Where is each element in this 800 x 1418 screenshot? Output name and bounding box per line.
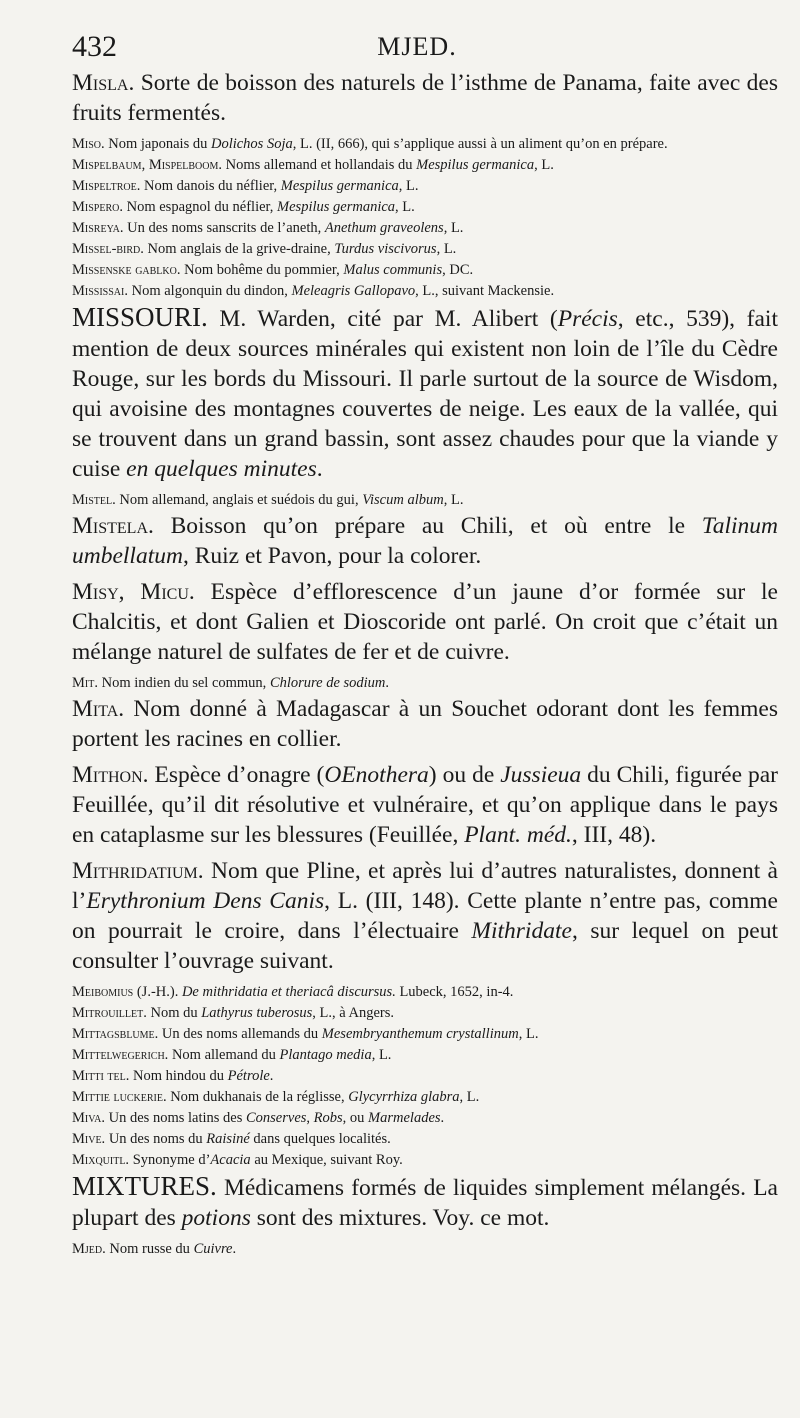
entry-text: , L. [443,220,464,236]
entry-headword: Miso. [72,136,105,152]
entry-text: , L., suivant Mackensie. [415,283,555,299]
entry-text: Nom russe du [105,1241,194,1257]
entry-term: Robs [313,1110,343,1126]
entry-text: , ou [342,1110,369,1126]
entry-text: , III, 48). [571,822,657,848]
entry-text: . [440,1110,445,1126]
entry-headword: Mithridatium. [72,858,204,884]
entry-text: , L. (III, 148). Cette plante n’entre pas, comme on pourrait le croire, dans l’électuaire [72,888,778,944]
entry-headword: Mistel. [72,492,116,508]
entry-missouri [72,302,778,484]
entry-headword: Misy, Micu. [72,579,195,605]
entry-term: Raisiné [206,1131,250,1147]
entry-text: Nom bohême du pommier, [180,262,344,278]
entry-term: Anethum graveolens [324,220,444,236]
entry-headword: Mittagsblume. [72,1026,159,1042]
entry-text: Espèce d’onagre ( [148,762,325,788]
running-head: MJED. [377,32,457,61]
page-number: 432 [72,30,117,63]
entry-text: . [316,456,323,482]
entry-mixtures [72,1171,778,1233]
entry-text: , L. [518,1026,539,1042]
entry-text: , L. [534,157,554,173]
entry-text: . [385,675,390,691]
entry-mississai [72,281,778,302]
entry-missenske [72,260,778,281]
entry-text: dans quelques localités. [249,1131,391,1147]
entry-text: Espèce d’efflorescence d’un jaune d’or formée sur le Chalcitis, et dont Galien et Dioscoride ont parlé. On croit que c’était un mélange naturel de sulfates de fer et de cuivre. [72,579,778,665]
entry-mispelbaum [72,155,778,176]
page-header [72,30,762,64]
entry-term: Viscum album [362,492,444,508]
entry-mithon [72,760,778,850]
entry-text: , L. [395,199,415,215]
entry-term: Pétrole [227,1068,270,1084]
entry-headword: Mittie luckerie. [72,1089,167,1105]
entry-text: . [232,1241,237,1257]
entry-term: Plantago media [279,1047,372,1063]
entry-text: Médicamens formés de liquides simplement mélangés. La plupart des [72,1175,778,1231]
entry-term: Chlorure de sodium [269,675,386,691]
entry-mispeltroe [72,176,778,197]
entry-mistela [72,511,778,571]
entry-mittelwegerich [72,1045,778,1066]
entries-column [72,68,778,1260]
entry-mitrouillet [72,1003,778,1024]
entry-text: , L. (II, 666), qui s’applique aussi à un aliment qu’on en prépare. [292,136,668,152]
entry-text: Nom algonquin du dindon, [127,283,292,299]
entry-text: . [269,1068,274,1084]
entry-text: Nom donné à Madagascar à un Souchet odorant dont les femmes portent les racines en collier. [72,696,778,752]
entry-text: Nom hindou du [129,1068,228,1084]
entry-headword: Mit. [72,675,98,691]
entry-text: M. Warden, cité par M. Alibert ( [207,306,558,332]
entry-mispero [72,197,778,218]
entry-headword: Mjed. [72,1241,106,1257]
entry-text: Sorte de boisson des naturels de l’isthme de Panama, faite avec des fruits fermentés. [72,70,778,126]
entry-term: en quelques minutes [126,456,317,482]
entry-term: Conserves [245,1110,307,1126]
entry-text: , L., à Angers. [312,1005,395,1021]
entry-text: du Chili, figurée par Feuillée, qu’il dit résolutive et vulnéraire, et qu’on applique dans le pays en cataplasme sur les blessures (Feuillée, [72,762,778,848]
entry-term: Talinum umbellatum [72,513,778,569]
entry-text: Un des noms du [105,1131,207,1147]
entry-headword: Misreya. [72,220,124,236]
entry-term: Jussieua [500,762,582,788]
entry-term: Acacia [210,1152,251,1168]
entry-headword: Mitrouillet. [72,1005,147,1021]
entry-term: potions [181,1205,251,1231]
entry-text: sont des mixtures. Voy. ce mot. [250,1205,550,1231]
entry-text: ) ou de [428,762,501,788]
entry-headword: MIXTURES. [72,1171,217,1201]
entry-term: Mespilus germanica [416,157,535,173]
entry-term: OEnothera [324,762,429,788]
entry-text: Nom du [146,1005,202,1021]
entry-text: Nom que Pline, et après lui d’autres naturalistes, donnent à l’ [72,858,778,914]
entry-term: Malus communis [343,262,443,278]
entry-text: Nom allemand, anglais et suédois du gui, [115,492,363,508]
entry-headword: Mixquitl. [72,1152,130,1168]
entry-misla [72,68,778,128]
entry-text: Boisson qu’on prépare au Chili, et où entre le [153,513,702,539]
entry-text: , L. [459,1089,480,1105]
entry-text: Un des noms sanscrits de l’aneth, [123,220,325,236]
entry-mita [72,694,778,754]
entry-term: Turdus viscivorus [334,241,437,257]
entry-term: Précis [557,306,618,332]
entry-text: , L. [398,178,419,194]
entry-term: Marmelades [368,1110,441,1126]
entry-text: Lubeck, 1652, in-4. [395,984,514,1000]
entry-headword: Mitti tel. [72,1068,130,1084]
entry-mistel [72,490,778,511]
entry-text: , etc., 539), fait mention de deux sources minérales qui existent non loin de l’île du Cèdre Rouge, sur les bords du Missouri. Il parle surtout de la source de Wisdom, qui avoisine des montagnes couvertes de neige. Les eaux de la vallée, qui se trouvent dans un grand bassin, sont assez chaudes pour que la viande y cuise [72,306,778,482]
entry-headword: Mithon. [72,762,149,788]
entry-text: Nom danois du néflier, [140,178,281,194]
entry-headword: Mita. [72,696,125,722]
entry-miva [72,1108,778,1129]
entry-term: Meleagris Gallopavo [291,283,416,299]
entry-term: Mesembryanthemum crystallinum [321,1026,519,1042]
entry-headword: Mispelbaum, Mispelboom. [72,157,223,173]
entry-mitti-tel [72,1066,778,1087]
entry-headword: Meibomius (J.-H.). [72,984,179,1000]
entry-text: Nom indien du sel commun, [97,675,270,691]
entry-headword: Mississai. [72,283,128,299]
entry-term: Mithridate [471,918,572,944]
entry-headword: Misla. [72,70,135,96]
entry-misreya [72,218,778,239]
entry-headword: Miva. [72,1110,106,1126]
entry-term: Glycyrrhiza glabra [348,1089,460,1105]
entry-term: Erythronium Dens Canis [86,888,325,914]
entry-text: Nom allemand du [168,1047,280,1063]
entry-text: Nom anglais de la grive-draine, [143,241,335,257]
entry-headword: Mittelwegerich. [72,1047,169,1063]
entry-headword: Missel-bird. [72,241,144,257]
entry-headword: Mive. [72,1131,106,1147]
entry-headword: MISSOURI. [72,302,208,332]
entry-text: Noms allemand et hollandais du [222,157,417,173]
entry-mithridatium [72,856,778,976]
entry-text: Synonyme d’ [129,1152,211,1168]
entry-text: , sur lequel on peut consulter l’ouvrage suivant. [72,918,778,974]
entry-headword: Mispeltroe. [72,178,141,194]
entry-term: Mespilus germanica [277,199,396,215]
entry-text: Nom japonais du [104,136,211,152]
entry-mixquitl [72,1150,778,1171]
entry-text: au Mexique, suivant Roy. [250,1152,403,1168]
entry-text: , L. [371,1047,392,1063]
entry-text: , L. [436,241,457,257]
entry-headword: Missenske gablko. [72,262,181,278]
entry-meibomius [72,982,778,1003]
entry-text: Nom dukhanais de la réglisse, [166,1089,349,1105]
entry-text: , DC. [442,262,474,278]
entry-miso [72,134,778,155]
entry-mittagsblume [72,1024,778,1045]
entry-term: Lathyrus tuberosus [201,1005,313,1021]
entry-mit [72,673,778,694]
entry-term: Mespilus germanica [280,178,399,194]
entry-text: Un des noms allemands du [158,1026,322,1042]
entry-text: , Ruiz et Pavon, pour la colorer. [182,543,482,569]
entry-term: Dolichos Soja [210,136,293,152]
entry-missel-bird [72,239,778,260]
entry-term: Plant. méd. [464,822,572,848]
entry-misy [72,577,778,667]
entry-text: , L. [443,492,464,508]
entry-text: Un des noms latins des [105,1110,246,1126]
entry-term: Cuivre [193,1241,233,1257]
entry-text: , [306,1110,314,1126]
entry-mive [72,1129,778,1150]
entry-headword: Mistela. [72,513,154,539]
entry-term: De mithridatia et theriacâ discursus. [181,984,396,1000]
entry-text: Nom espagnol du néflier, [122,199,278,215]
entry-mjed [72,1239,778,1260]
entry-mittie-luckerie [72,1087,778,1108]
entry-headword: Mispero. [72,199,123,215]
